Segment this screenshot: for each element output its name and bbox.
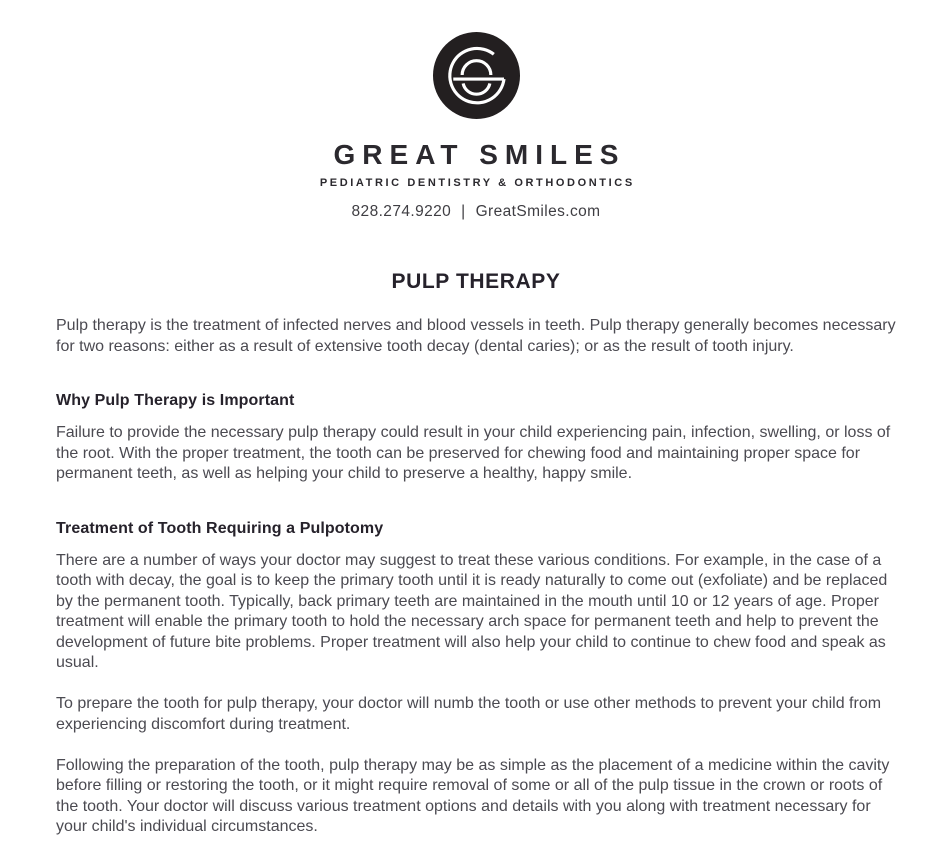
section-heading-why-pulp-therapy: Why Pulp Therapy is Important bbox=[56, 392, 295, 409]
section-paragraph: There are a number of ways your doctor may suggest to treat these various conditions. For example, in the case of a tooth with decay, the goal is to keep the primary tooth until it is ready naturally to come out (exfoliate) and be replaced by the permanent tooth. Typically, back primary teeth are maintained in the mouth until 10 or 12 years of age. Proper treatment will enable the primary tooth to hold the necessary arch space for permanent teeth and help to prevent the development of future bite problems. Proper treatment will also help your child to continue to chew food and speak as usual. bbox=[56, 551, 888, 671]
intro-paragraph: Pulp therapy is the treatment of infected nerves and blood vessels in teeth. Pulp therapy generally becomes necessary for two reasons: either as a result of extensive tooth decay (dental caries); or as the result of tooth injury. bbox=[56, 317, 896, 355]
section-paragraph: Failure to provide the necessary pulp therapy could result in your child experiencing pain, infection, swelling, or loss of the root. With the proper treatment, the tooth can be preserved for chewing food and maintaining proper space for permanent teeth, as well as helping your child to preserve a healthy, happy smile. bbox=[56, 424, 891, 482]
brand-header bbox=[0, 0, 952, 220]
brand-contact-line bbox=[0, 204, 952, 220]
page-title: PULP THERAPY bbox=[391, 270, 561, 293]
brand-website: GreatSmiles.com bbox=[475, 203, 601, 220]
brand-name: GREAT SMILES bbox=[333, 139, 626, 170]
brand-tagline: PEDIATRIC DENTISTRY & ORTHODONTICS bbox=[319, 177, 635, 189]
section-heading-treatment-pulpotomy: Treatment of Tooth Requiring a Pulpotomy bbox=[56, 519, 384, 537]
gs-monogram-icon bbox=[432, 31, 521, 120]
document-content bbox=[56, 271, 896, 838]
contact-separator: | bbox=[461, 203, 466, 220]
section-paragraph: To prepare the tooth for pulp therapy, your doctor will numb the tooth or use other methods to prevent your child from experiencing discomfort during treatment. bbox=[56, 695, 882, 733]
brand-phone: 828.274.9220 bbox=[351, 203, 452, 220]
section-paragraph: Following the preparation of the tooth, pulp therapy may be as simple as the placement of a medicine within the cavity before filling or restoring the tooth, or it might require removal of some or all of the pulp tissue in the crown or roots of the tooth. Your doctor will discuss various treatment options and details with you along with treatment necessary for your child's individual circumstances. bbox=[56, 756, 890, 835]
